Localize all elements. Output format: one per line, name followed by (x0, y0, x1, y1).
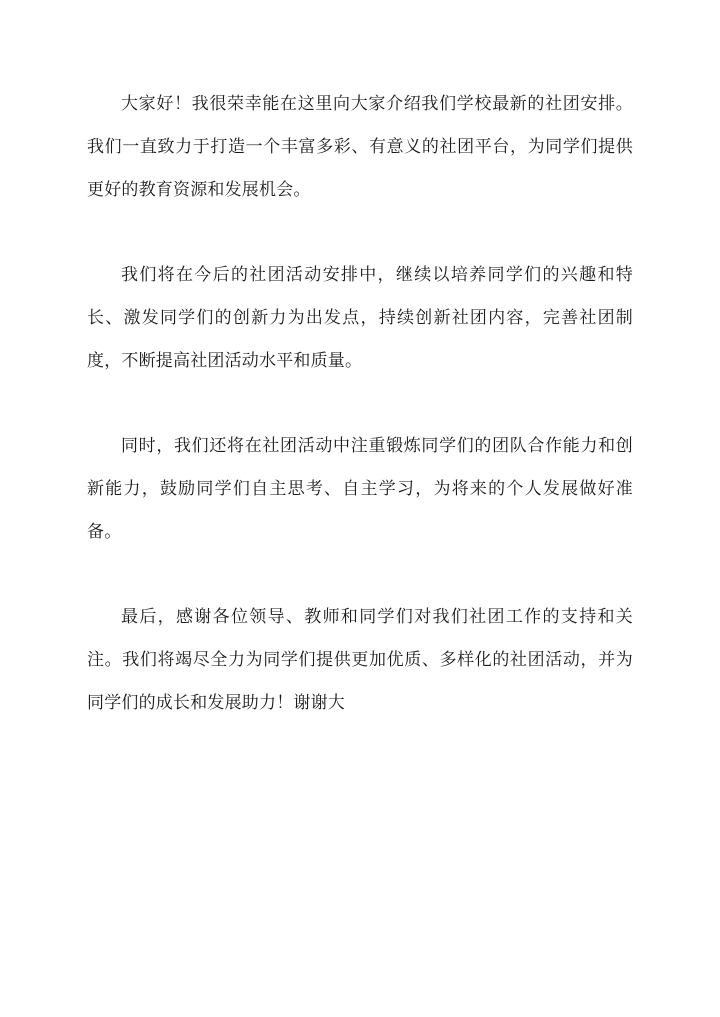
document-body (87, 83, 633, 725)
paragraph-thanks: 最后，感谢各位领导、教师和同学们对我们社团工作的支持和关注。我们将竭尽全力为同学们提供更加优质、多样化的社团活动，并为同学们的成长和发展助力！谢谢大 (87, 607, 633, 713)
paragraph-greeting: 大家好！我很荣幸能在这里向大家介绍我们学校最新的社团安排。我们一直致力于打造一个丰富多彩、有意义的社团平台，为同学们提供更好的教育资源和发展机会。 (87, 94, 633, 200)
paragraph-plans: 我们将在今后的社团活动安排中，继续以培养同学们的兴趣和特长、激发同学们的创新力为出发点，持续创新社团内容，完善社团制度，不断提高社团活动水平和质量。 (87, 265, 633, 371)
paragraph-teamwork: 同时，我们还将在社团活动中注重锻炼同学们的团队合作能力和创新能力，鼓励同学们自主思考、自主学习，为将来的个人发展做好准备。 (87, 436, 633, 542)
